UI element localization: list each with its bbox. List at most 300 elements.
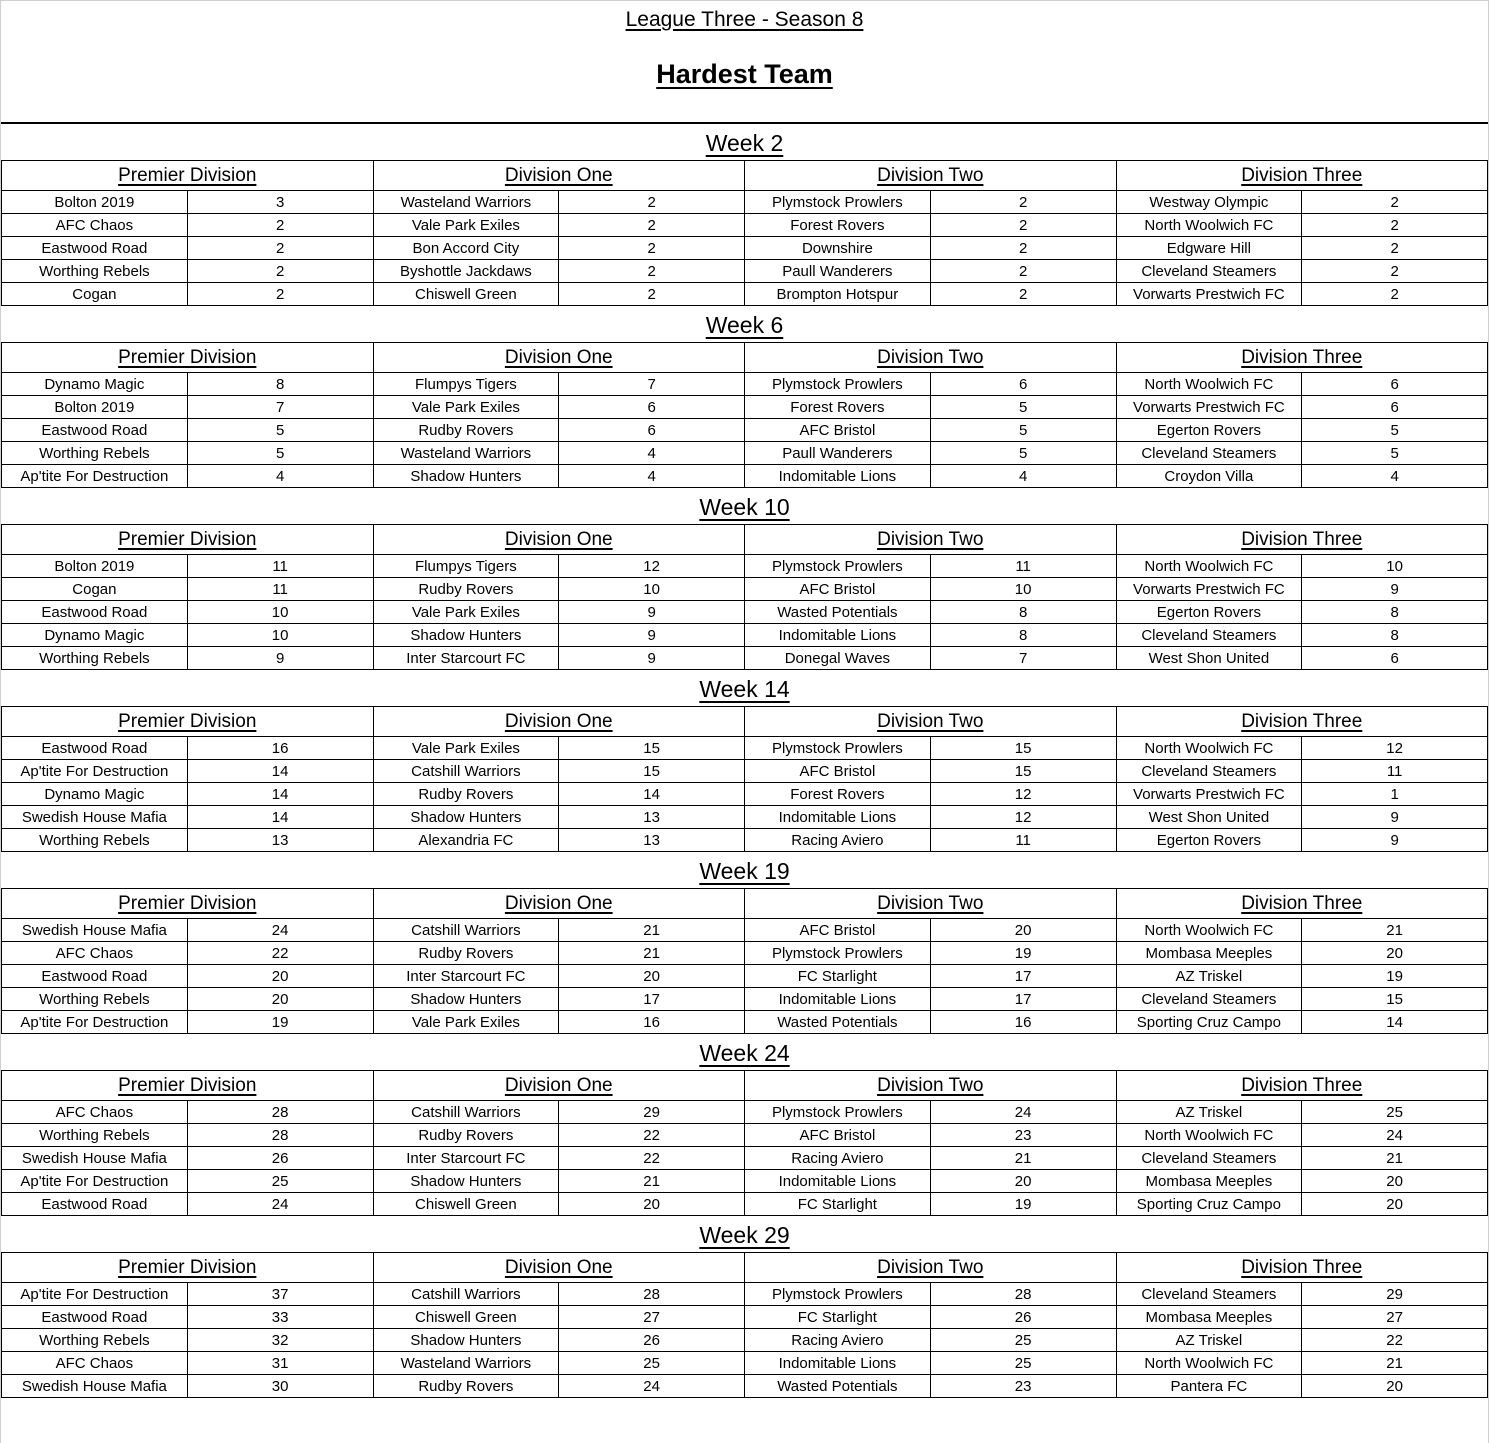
week-section [1, 1216, 1488, 1398]
table-row [2, 283, 1488, 306]
value-cell: 28 [187, 1124, 373, 1147]
table-row [2, 965, 1488, 988]
value-cell: 11 [1302, 760, 1488, 783]
division-header: Premier Division [2, 889, 374, 919]
team-cell: Indomitable Lions [745, 806, 931, 829]
team-cell: AZ Triskel [1116, 965, 1302, 988]
team-cell: Mombasa Meeples [1116, 942, 1302, 965]
value-cell: 9 [1302, 806, 1488, 829]
value-cell: 2 [187, 214, 373, 237]
team-cell: Vorwarts Prestwich FC [1116, 578, 1302, 601]
value-cell: 6 [1302, 373, 1488, 396]
team-cell: Indomitable Lions [745, 1352, 931, 1375]
value-cell: 5 [187, 419, 373, 442]
value-cell: 5 [930, 396, 1116, 419]
team-cell: Shadow Hunters [373, 806, 559, 829]
table-row [2, 1352, 1488, 1375]
team-cell: AFC Chaos [2, 214, 188, 237]
value-cell: 21 [1302, 919, 1488, 942]
team-cell: Bolton 2019 [2, 396, 188, 419]
value-cell: 20 [559, 965, 745, 988]
week-title: Week 6 [705, 312, 784, 338]
value-cell: 23 [930, 1124, 1116, 1147]
week-table [1, 1070, 1488, 1216]
value-cell: 33 [187, 1306, 373, 1329]
team-cell: FC Starlight [745, 1193, 931, 1216]
value-cell: 1 [1302, 783, 1488, 806]
team-cell: AZ Triskel [1116, 1329, 1302, 1352]
team-cell: Plymstock Prowlers [745, 555, 931, 578]
table-row [2, 442, 1488, 465]
division-header: Division Three [1116, 1253, 1488, 1283]
value-cell: 14 [559, 783, 745, 806]
value-cell: 19 [1302, 965, 1488, 988]
value-cell: 21 [1302, 1147, 1488, 1170]
team-cell: North Woolwich FC [1116, 1124, 1302, 1147]
value-cell: 10 [1302, 555, 1488, 578]
week-title: Week 29 [699, 1222, 790, 1248]
division-header: Division Three [1116, 161, 1488, 191]
table-row [2, 1193, 1488, 1216]
team-cell: AFC Bristol [745, 1124, 931, 1147]
division-header: Division Two [745, 161, 1117, 191]
team-cell: FC Starlight [745, 1306, 931, 1329]
team-cell: AFC Bristol [745, 919, 931, 942]
division-header: Division One [373, 1253, 745, 1283]
division-header: Division Three [1116, 343, 1488, 373]
team-cell: North Woolwich FC [1116, 1352, 1302, 1375]
week-table [1, 888, 1488, 1034]
team-cell: Swedish House Mafia [2, 806, 188, 829]
table-row [2, 988, 1488, 1011]
table-row [2, 647, 1488, 670]
value-cell: 14 [187, 760, 373, 783]
team-cell: Plymstock Prowlers [745, 1101, 931, 1124]
week-title: Week 19 [699, 858, 790, 884]
team-cell: Westway Olympic [1116, 191, 1302, 214]
value-cell: 2 [1302, 191, 1488, 214]
value-cell: 2 [559, 237, 745, 260]
team-cell: Cleveland Steamers [1116, 624, 1302, 647]
team-cell: Paull Wanderers [745, 260, 931, 283]
team-cell: Worthing Rebels [2, 1329, 188, 1352]
value-cell: 2 [559, 260, 745, 283]
division-header: Division One [373, 343, 745, 373]
title-block [1, 1, 1488, 124]
value-cell: 7 [187, 396, 373, 419]
value-cell: 24 [1302, 1124, 1488, 1147]
team-cell: Vorwarts Prestwich FC [1116, 783, 1302, 806]
value-cell: 9 [559, 624, 745, 647]
team-cell: Sporting Cruz Campo [1116, 1193, 1302, 1216]
value-cell: 2 [1302, 237, 1488, 260]
division-header-row [2, 1071, 1488, 1101]
team-cell: Ap'tite For Destruction [2, 1283, 188, 1306]
team-cell: Wasted Potentials [745, 601, 931, 624]
value-cell: 8 [1302, 601, 1488, 624]
value-cell: 28 [187, 1101, 373, 1124]
table-row [2, 829, 1488, 852]
team-cell: Plymstock Prowlers [745, 1283, 931, 1306]
value-cell: 20 [1302, 1170, 1488, 1193]
value-cell: 21 [559, 1170, 745, 1193]
team-cell: Flumpys Tigers [373, 373, 559, 396]
team-cell: Racing Aviero [745, 829, 931, 852]
value-cell: 23 [930, 1375, 1116, 1398]
team-cell: Wasted Potentials [745, 1011, 931, 1034]
team-cell: Ap'tite For Destruction [2, 760, 188, 783]
division-header: Division One [373, 889, 745, 919]
table-row [2, 1306, 1488, 1329]
value-cell: 16 [930, 1011, 1116, 1034]
value-cell: 10 [559, 578, 745, 601]
team-cell: Wasted Potentials [745, 1375, 931, 1398]
team-cell: AFC Bristol [745, 578, 931, 601]
value-cell: 4 [559, 442, 745, 465]
value-cell: 4 [559, 465, 745, 488]
team-cell: Eastwood Road [2, 237, 188, 260]
value-cell: 5 [1302, 419, 1488, 442]
value-cell: 16 [559, 1011, 745, 1034]
team-cell: AFC Bristol [745, 760, 931, 783]
team-cell: Catshill Warriors [373, 919, 559, 942]
value-cell: 14 [187, 806, 373, 829]
value-cell: 6 [559, 396, 745, 419]
value-cell: 11 [187, 578, 373, 601]
team-cell: Egerton Rovers [1116, 419, 1302, 442]
week-title: Week 24 [699, 1040, 790, 1066]
table-row [2, 919, 1488, 942]
value-cell: 3 [187, 191, 373, 214]
table-row [2, 1011, 1488, 1034]
value-cell: 2 [930, 191, 1116, 214]
value-cell: 25 [1302, 1101, 1488, 1124]
team-cell: Catshill Warriors [373, 1101, 559, 1124]
team-cell: Vorwarts Prestwich FC [1116, 283, 1302, 306]
team-cell: Cleveland Steamers [1116, 760, 1302, 783]
table-row [2, 191, 1488, 214]
week-section [1, 1034, 1488, 1216]
value-cell: 5 [1302, 442, 1488, 465]
team-cell: Croydon Villa [1116, 465, 1302, 488]
value-cell: 7 [559, 373, 745, 396]
team-cell: Ap'tite For Destruction [2, 1170, 188, 1193]
team-cell: Plymstock Prowlers [745, 191, 931, 214]
team-cell: Cleveland Steamers [1116, 988, 1302, 1011]
team-cell: Egerton Rovers [1116, 829, 1302, 852]
value-cell: 19 [187, 1011, 373, 1034]
value-cell: 6 [1302, 396, 1488, 419]
value-cell: 2 [1302, 283, 1488, 306]
team-cell: Sporting Cruz Campo [1116, 1011, 1302, 1034]
team-cell: Vale Park Exiles [373, 1011, 559, 1034]
team-cell: Vale Park Exiles [373, 737, 559, 760]
table-row [2, 1170, 1488, 1193]
value-cell: 21 [1302, 1352, 1488, 1375]
week-table [1, 160, 1488, 306]
value-cell: 16 [187, 737, 373, 760]
team-cell: AFC Chaos [2, 1101, 188, 1124]
team-cell: Shadow Hunters [373, 465, 559, 488]
team-cell: North Woolwich FC [1116, 919, 1302, 942]
table-row [2, 1147, 1488, 1170]
value-cell: 22 [559, 1147, 745, 1170]
division-header-row [2, 525, 1488, 555]
value-cell: 24 [187, 919, 373, 942]
table-row [2, 373, 1488, 396]
team-cell: Indomitable Lions [745, 1170, 931, 1193]
team-cell: Bon Accord City [373, 237, 559, 260]
table-row [2, 1101, 1488, 1124]
value-cell: 21 [559, 942, 745, 965]
team-cell: Eastwood Road [2, 1306, 188, 1329]
value-cell: 20 [1302, 942, 1488, 965]
team-cell: Shadow Hunters [373, 988, 559, 1011]
division-header: Division Two [745, 1253, 1117, 1283]
team-cell: Plymstock Prowlers [745, 942, 931, 965]
table-row [2, 942, 1488, 965]
week-table [1, 1252, 1488, 1398]
value-cell: 27 [1302, 1306, 1488, 1329]
team-cell: Shadow Hunters [373, 624, 559, 647]
value-cell: 9 [559, 647, 745, 670]
team-cell: Vale Park Exiles [373, 214, 559, 237]
division-header: Premier Division [2, 707, 374, 737]
team-cell: Inter Starcourt FC [373, 1147, 559, 1170]
division-header: Premier Division [2, 1071, 374, 1101]
value-cell: 10 [187, 601, 373, 624]
table-row [2, 555, 1488, 578]
division-header: Premier Division [2, 1253, 374, 1283]
division-header-row [2, 707, 1488, 737]
team-cell: Worthing Rebels [2, 260, 188, 283]
team-cell: Worthing Rebels [2, 647, 188, 670]
week-title: Week 14 [699, 676, 790, 702]
week-title: Week 2 [705, 130, 784, 156]
week-section [1, 488, 1488, 670]
value-cell: 2 [1302, 260, 1488, 283]
value-cell: 22 [1302, 1329, 1488, 1352]
team-cell: Catshill Warriors [373, 760, 559, 783]
team-cell: Dynamo Magic [2, 783, 188, 806]
team-cell: Forest Rovers [745, 396, 931, 419]
team-cell: Mombasa Meeples [1116, 1306, 1302, 1329]
team-cell: Plymstock Prowlers [745, 373, 931, 396]
value-cell: 17 [559, 988, 745, 1011]
team-cell: Chiswell Green [373, 283, 559, 306]
team-cell: Cleveland Steamers [1116, 260, 1302, 283]
value-cell: 2 [187, 260, 373, 283]
page-title: League Three - Season 8 [625, 8, 864, 31]
table-row [2, 783, 1488, 806]
value-cell: 2 [930, 214, 1116, 237]
team-cell: Ap'tite For Destruction [2, 465, 188, 488]
value-cell: 10 [930, 578, 1116, 601]
week-title: Week 10 [699, 494, 790, 520]
table-row [2, 1124, 1488, 1147]
team-cell: Byshottle Jackdaws [373, 260, 559, 283]
team-cell: Indomitable Lions [745, 465, 931, 488]
value-cell: 2 [187, 237, 373, 260]
team-cell: FC Starlight [745, 965, 931, 988]
value-cell: 9 [1302, 578, 1488, 601]
week-section [1, 670, 1488, 852]
team-cell: Chiswell Green [373, 1306, 559, 1329]
team-cell: AFC Chaos [2, 1352, 188, 1375]
division-header: Premier Division [2, 343, 374, 373]
team-cell: Downshire [745, 237, 931, 260]
value-cell: 12 [559, 555, 745, 578]
value-cell: 4 [1302, 465, 1488, 488]
team-cell: Indomitable Lions [745, 988, 931, 1011]
value-cell: 2 [930, 237, 1116, 260]
team-cell: Paull Wanderers [745, 442, 931, 465]
week-section [1, 306, 1488, 488]
value-cell: 9 [559, 601, 745, 624]
team-cell: Donegal Waves [745, 647, 931, 670]
value-cell: 9 [187, 647, 373, 670]
page-subtitle: Hardest Team [656, 59, 833, 89]
team-cell: North Woolwich FC [1116, 555, 1302, 578]
value-cell: 9 [1302, 829, 1488, 852]
division-header: Division Three [1116, 1071, 1488, 1101]
week-table [1, 524, 1488, 670]
division-header: Division Two [745, 1071, 1117, 1101]
week-table [1, 342, 1488, 488]
value-cell: 11 [930, 829, 1116, 852]
team-cell: Cogan [2, 578, 188, 601]
team-cell: Alexandria FC [373, 829, 559, 852]
value-cell: 32 [187, 1329, 373, 1352]
team-cell: Chiswell Green [373, 1193, 559, 1216]
value-cell: 2 [187, 283, 373, 306]
value-cell: 29 [559, 1101, 745, 1124]
week-section [1, 124, 1488, 306]
value-cell: 14 [1302, 1011, 1488, 1034]
value-cell: 20 [187, 965, 373, 988]
value-cell: 24 [187, 1193, 373, 1216]
team-cell: North Woolwich FC [1116, 373, 1302, 396]
team-cell: Vale Park Exiles [373, 601, 559, 624]
team-cell: Worthing Rebels [2, 442, 188, 465]
value-cell: 12 [930, 783, 1116, 806]
team-cell: Swedish House Mafia [2, 919, 188, 942]
team-cell: Worthing Rebels [2, 1124, 188, 1147]
week-section [1, 852, 1488, 1034]
value-cell: 22 [187, 942, 373, 965]
division-header: Division Two [745, 343, 1117, 373]
table-row [2, 760, 1488, 783]
value-cell: 17 [930, 965, 1116, 988]
value-cell: 13 [559, 806, 745, 829]
team-cell: Dynamo Magic [2, 373, 188, 396]
team-cell: AFC Chaos [2, 942, 188, 965]
team-cell: Racing Aviero [745, 1329, 931, 1352]
team-cell: AFC Bristol [745, 419, 931, 442]
team-cell: Inter Starcourt FC [373, 647, 559, 670]
team-cell: Wasteland Warriors [373, 191, 559, 214]
value-cell: 4 [187, 465, 373, 488]
value-cell: 2 [930, 260, 1116, 283]
team-cell: Rudby Rovers [373, 942, 559, 965]
value-cell: 15 [559, 760, 745, 783]
value-cell: 20 [1302, 1375, 1488, 1398]
team-cell: Catshill Warriors [373, 1283, 559, 1306]
value-cell: 8 [930, 624, 1116, 647]
value-cell: 14 [187, 783, 373, 806]
value-cell: 15 [559, 737, 745, 760]
division-header-row [2, 1253, 1488, 1283]
team-cell: Rudby Rovers [373, 578, 559, 601]
value-cell: 30 [187, 1375, 373, 1398]
value-cell: 6 [1302, 647, 1488, 670]
team-cell: Bolton 2019 [2, 191, 188, 214]
value-cell: 31 [187, 1352, 373, 1375]
table-row [2, 601, 1488, 624]
table-row [2, 396, 1488, 419]
value-cell: 20 [1302, 1193, 1488, 1216]
team-cell: Forest Rovers [745, 783, 931, 806]
team-cell: Eastwood Road [2, 1193, 188, 1216]
team-cell: Cleveland Steamers [1116, 442, 1302, 465]
value-cell: 10 [187, 624, 373, 647]
team-cell: Racing Aviero [745, 1147, 931, 1170]
team-cell: Forest Rovers [745, 214, 931, 237]
value-cell: 2 [559, 283, 745, 306]
value-cell: 2 [559, 191, 745, 214]
division-header-row [2, 889, 1488, 919]
value-cell: 19 [930, 942, 1116, 965]
value-cell: 8 [930, 601, 1116, 624]
value-cell: 21 [930, 1147, 1116, 1170]
team-cell: North Woolwich FC [1116, 214, 1302, 237]
table-row [2, 465, 1488, 488]
value-cell: 28 [930, 1283, 1116, 1306]
division-header: Division Three [1116, 525, 1488, 555]
team-cell: Rudby Rovers [373, 419, 559, 442]
team-cell: North Woolwich FC [1116, 737, 1302, 760]
division-header: Premier Division [2, 161, 374, 191]
table-row [2, 214, 1488, 237]
table-row [2, 578, 1488, 601]
team-cell: Rudby Rovers [373, 783, 559, 806]
team-cell: Egerton Rovers [1116, 601, 1302, 624]
value-cell: 25 [930, 1352, 1116, 1375]
table-row [2, 624, 1488, 647]
division-header: Division Two [745, 525, 1117, 555]
value-cell: 8 [1302, 624, 1488, 647]
value-cell: 15 [930, 760, 1116, 783]
table-row [2, 260, 1488, 283]
value-cell: 5 [187, 442, 373, 465]
value-cell: 27 [559, 1306, 745, 1329]
team-cell: Swedish House Mafia [2, 1375, 188, 1398]
team-cell: Plymstock Prowlers [745, 737, 931, 760]
team-cell: West Shon United [1116, 806, 1302, 829]
value-cell: 11 [187, 555, 373, 578]
team-cell: Cogan [2, 283, 188, 306]
team-cell: Vale Park Exiles [373, 396, 559, 419]
team-cell: Shadow Hunters [373, 1329, 559, 1352]
team-cell: Brompton Hotspur [745, 283, 931, 306]
value-cell: 20 [559, 1193, 745, 1216]
value-cell: 4 [930, 465, 1116, 488]
value-cell: 5 [930, 442, 1116, 465]
table-row [2, 419, 1488, 442]
team-cell: Eastwood Road [2, 419, 188, 442]
value-cell: 25 [559, 1352, 745, 1375]
value-cell: 15 [1302, 988, 1488, 1011]
